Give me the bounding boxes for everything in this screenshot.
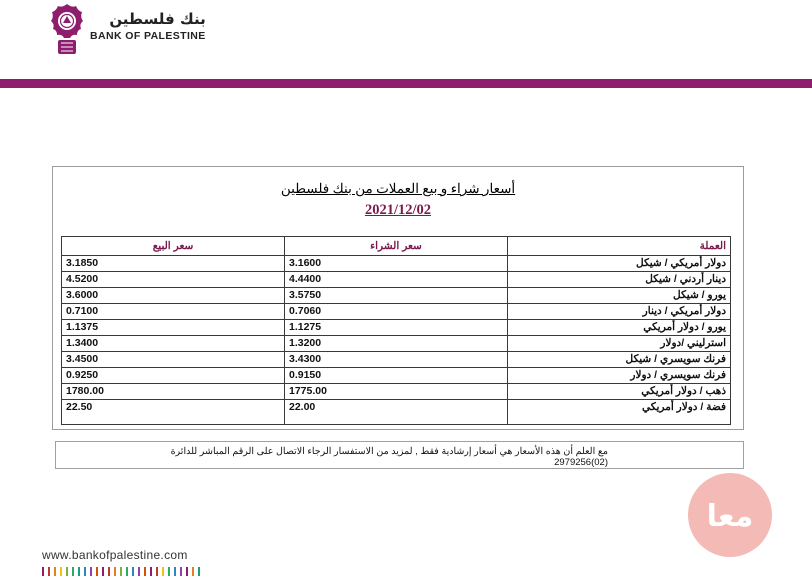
column-header-sell: سعر البيع <box>62 237 285 256</box>
table-row <box>62 320 731 336</box>
sell-rate: 0.9250 <box>62 368 285 384</box>
table-row <box>62 304 731 320</box>
sell-rate: 3.4500 <box>62 352 285 368</box>
news-watermark-logo <box>685 470 775 560</box>
buy-rate: 4.4400 <box>285 272 508 288</box>
currency-pair: فرنك سويسري / شيكل <box>508 352 731 368</box>
table-row <box>62 352 731 368</box>
currency-pair: يورو / شيكل <box>508 288 731 304</box>
disclaimer-text: مع العلم أن هذه الأسعار هي أسعار إرشادية فقط , لمزيد من الاستفسار الرجاء الاتصال على الرقم المباشر للدائرة (02)2979256 <box>170 446 608 468</box>
buy-rate: 3.5750 <box>285 288 508 304</box>
sell-rate: 1.1375 <box>62 320 285 336</box>
table-row <box>62 336 731 352</box>
table-row <box>62 384 731 400</box>
table-row <box>62 368 731 384</box>
currency-pair: فرنك سويسري / دولار <box>508 368 731 384</box>
sell-rate: 3.6000 <box>62 288 285 304</box>
sell-rate: 22.50 <box>62 400 285 425</box>
sell-rate: 4.5200 <box>62 272 285 288</box>
bank-name-english: BANK OF PALESTINE <box>90 30 206 42</box>
buy-rate: 1.1275 <box>285 320 508 336</box>
buy-rate: 3.4300 <box>285 352 508 368</box>
buy-rate: 3.1600 <box>285 256 508 272</box>
buy-rate: 22.00 <box>285 400 508 425</box>
sell-rate: 3.1850 <box>62 256 285 272</box>
bank-logo <box>50 2 206 58</box>
buy-rate: 1.3200 <box>285 336 508 352</box>
website-link[interactable]: www.bankofpalestine.com <box>42 548 188 562</box>
table-row <box>62 256 731 272</box>
disclaimer-box <box>55 441 744 469</box>
currency-pair: ذهب / دولار أمريكي <box>508 384 731 400</box>
currency-pair: استرليني /دولار <box>508 336 731 352</box>
buy-rate: 0.7060 <box>285 304 508 320</box>
table-header-row <box>62 237 731 256</box>
footer-color-stripes <box>42 567 204 576</box>
currency-pair: دولار أمريكي / دينار <box>508 304 731 320</box>
bank-name-arabic: بنك فلسطين <box>109 10 206 28</box>
currency-pair: فضة / دولار أمريكي <box>508 400 731 425</box>
sell-rate: 1780.00 <box>62 384 285 400</box>
rates-table <box>61 236 731 425</box>
sell-rate: 0.7100 <box>62 304 285 320</box>
table-row <box>62 288 731 304</box>
currency-pair: دينار أردني / شيكل <box>508 272 731 288</box>
column-header-currency: العملة <box>508 237 731 256</box>
currency-pair: يورو / دولار أمريكي <box>508 320 731 336</box>
rates-date: 2021/12/02 <box>364 202 432 218</box>
watermark-text: معا <box>706 499 754 534</box>
sell-rate: 1.3400 <box>62 336 285 352</box>
rates-title: أسعار شراء و بيع العملات من بنك فلسطين <box>280 181 516 196</box>
buy-rate: 1775.00 <box>285 384 508 400</box>
header-divider-bar <box>0 79 812 88</box>
currency-pair: دولار أمريكي / شيكل <box>508 256 731 272</box>
column-header-buy: سعر الشراء <box>285 237 508 256</box>
table-row <box>62 400 731 425</box>
table-row <box>62 272 731 288</box>
rates-panel <box>52 166 744 430</box>
buy-rate: 0.9150 <box>285 368 508 384</box>
bank-seal-icon <box>50 2 84 58</box>
